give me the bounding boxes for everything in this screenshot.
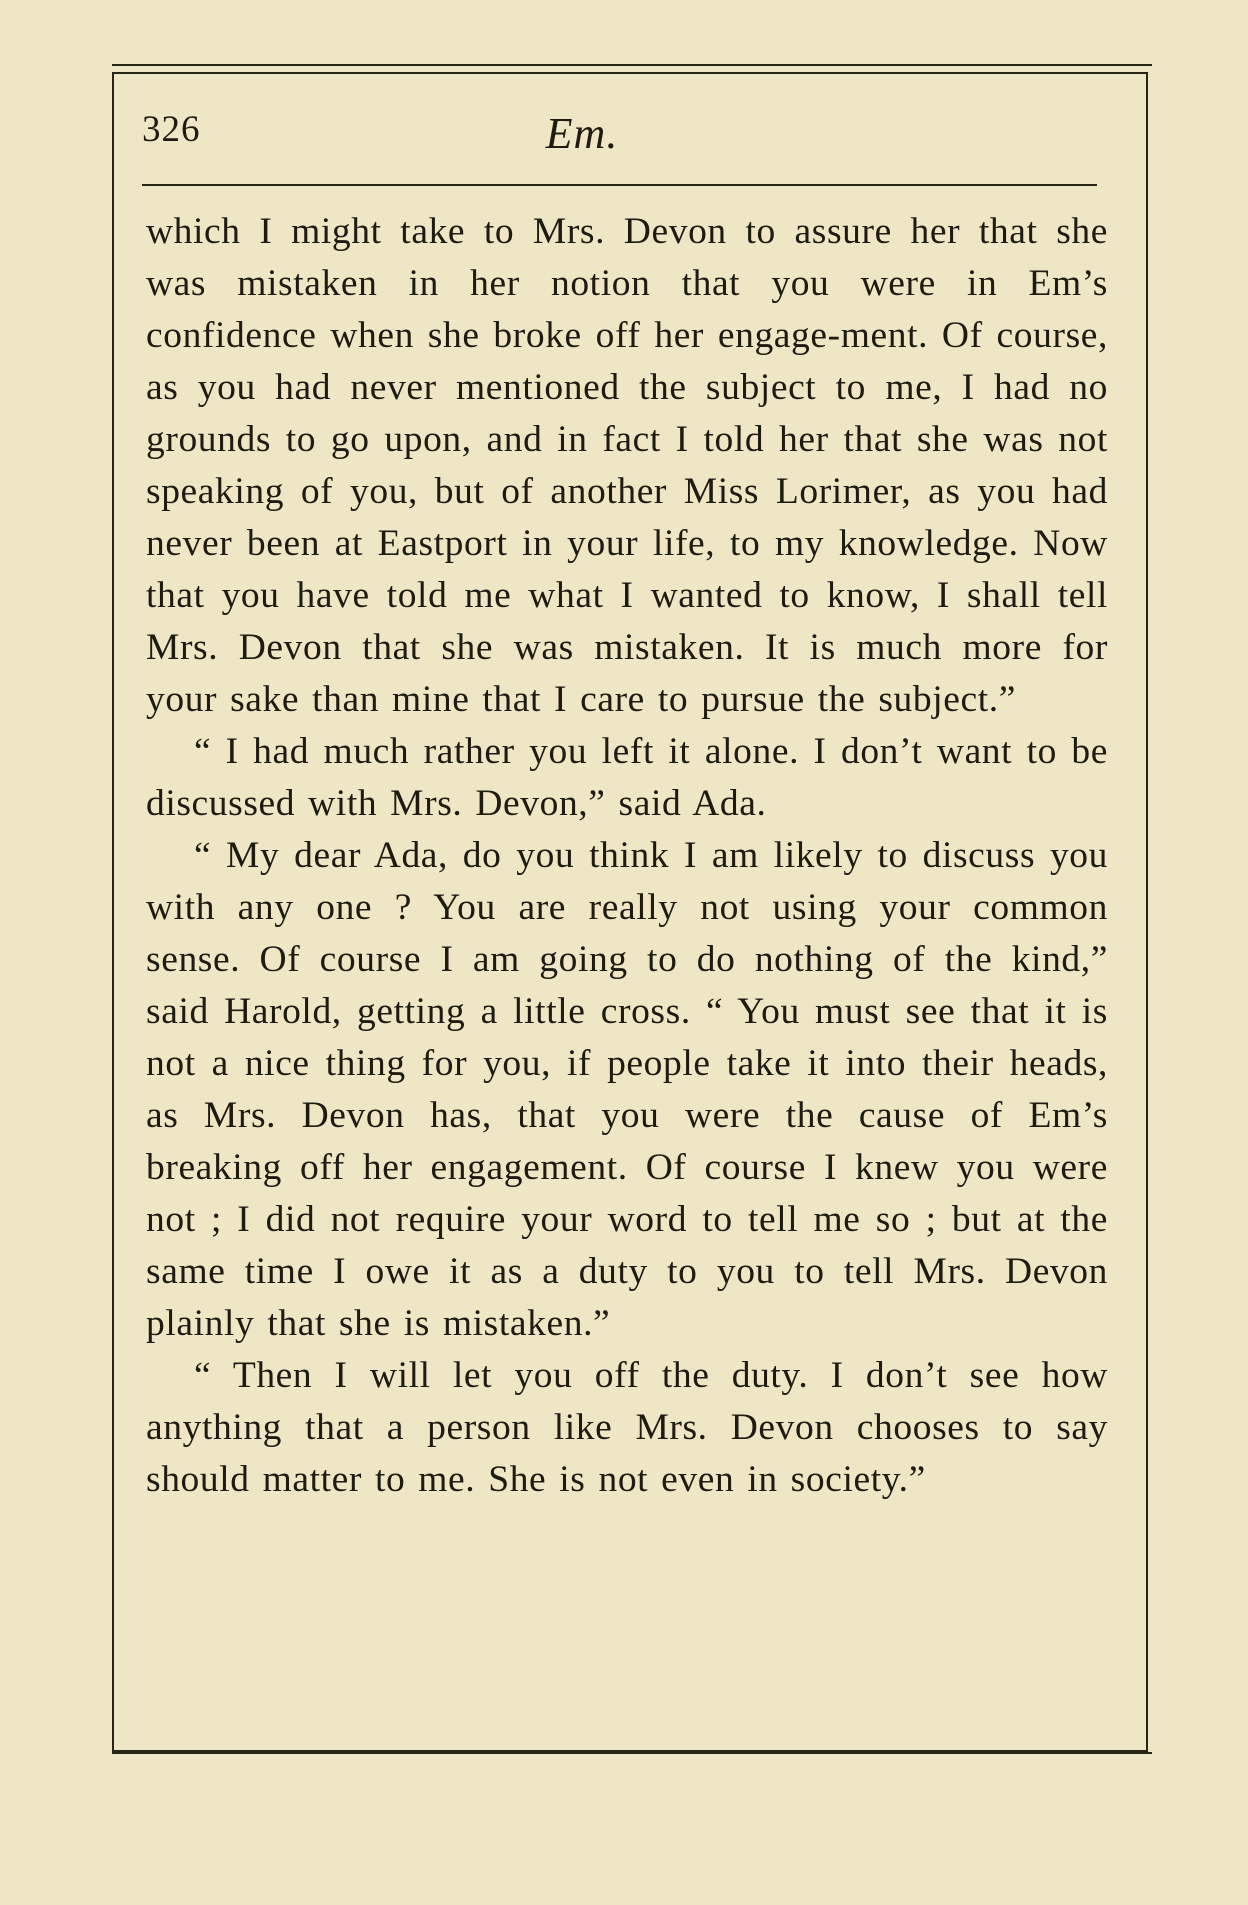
body-text <box>146 206 1108 1506</box>
paragraph-1: which I might take to Mrs. Devon to assure her that she was mistaken in her notion that you were in Em’s confidence when she broke off her engage-ment. Of course, as you had never mentioned the subject to me, I had no grounds to go upon, and in fact I told her that she was not speaking of you, but of another Miss Lorimer, as you had never been at Eastport in your life, to my knowledge. Now that you have told me what I wanted to know, I shall tell Mrs. Devon that she was mistaken. It is much more for your sake than mine that I care to pursue the subject.” <box>146 211 1108 720</box>
paragraph-4: “ Then I will let you off the duty. I don’t see how anything that a person like Mrs. Devon chooses to say should matter to me. She is not even in society.” <box>146 1355 1108 1500</box>
paragraph-2: “ I had much rather you left it alone. I don’t want to be discussed with Mrs. Devon,” said Ada. <box>146 731 1108 824</box>
paragraph-3: “ My dear Ada, do you think I am likely to discuss you with any one ? You are really not using your common sense. Of course I am going to do nothing of the kind,” said Harold, getting a little cross. “ You must see that it is not a nice thing for you, if people take it into their heads, as Mrs. Devon has, that you were the cause of Em’s breaking off her engagement. Of course I knew you were not ; I did not require your word to tell me so ; but at the same time I owe it as a duty to you to tell Mrs. Devon plainly that she is mistaken.” <box>146 835 1108 1344</box>
page-number: 326 <box>142 109 201 150</box>
frame-bottom-rule <box>112 1752 1152 1754</box>
running-title: Em. <box>545 109 619 158</box>
header-rule <box>142 184 1097 186</box>
frame-top-rule <box>112 64 1152 66</box>
page-header <box>142 108 1102 168</box>
